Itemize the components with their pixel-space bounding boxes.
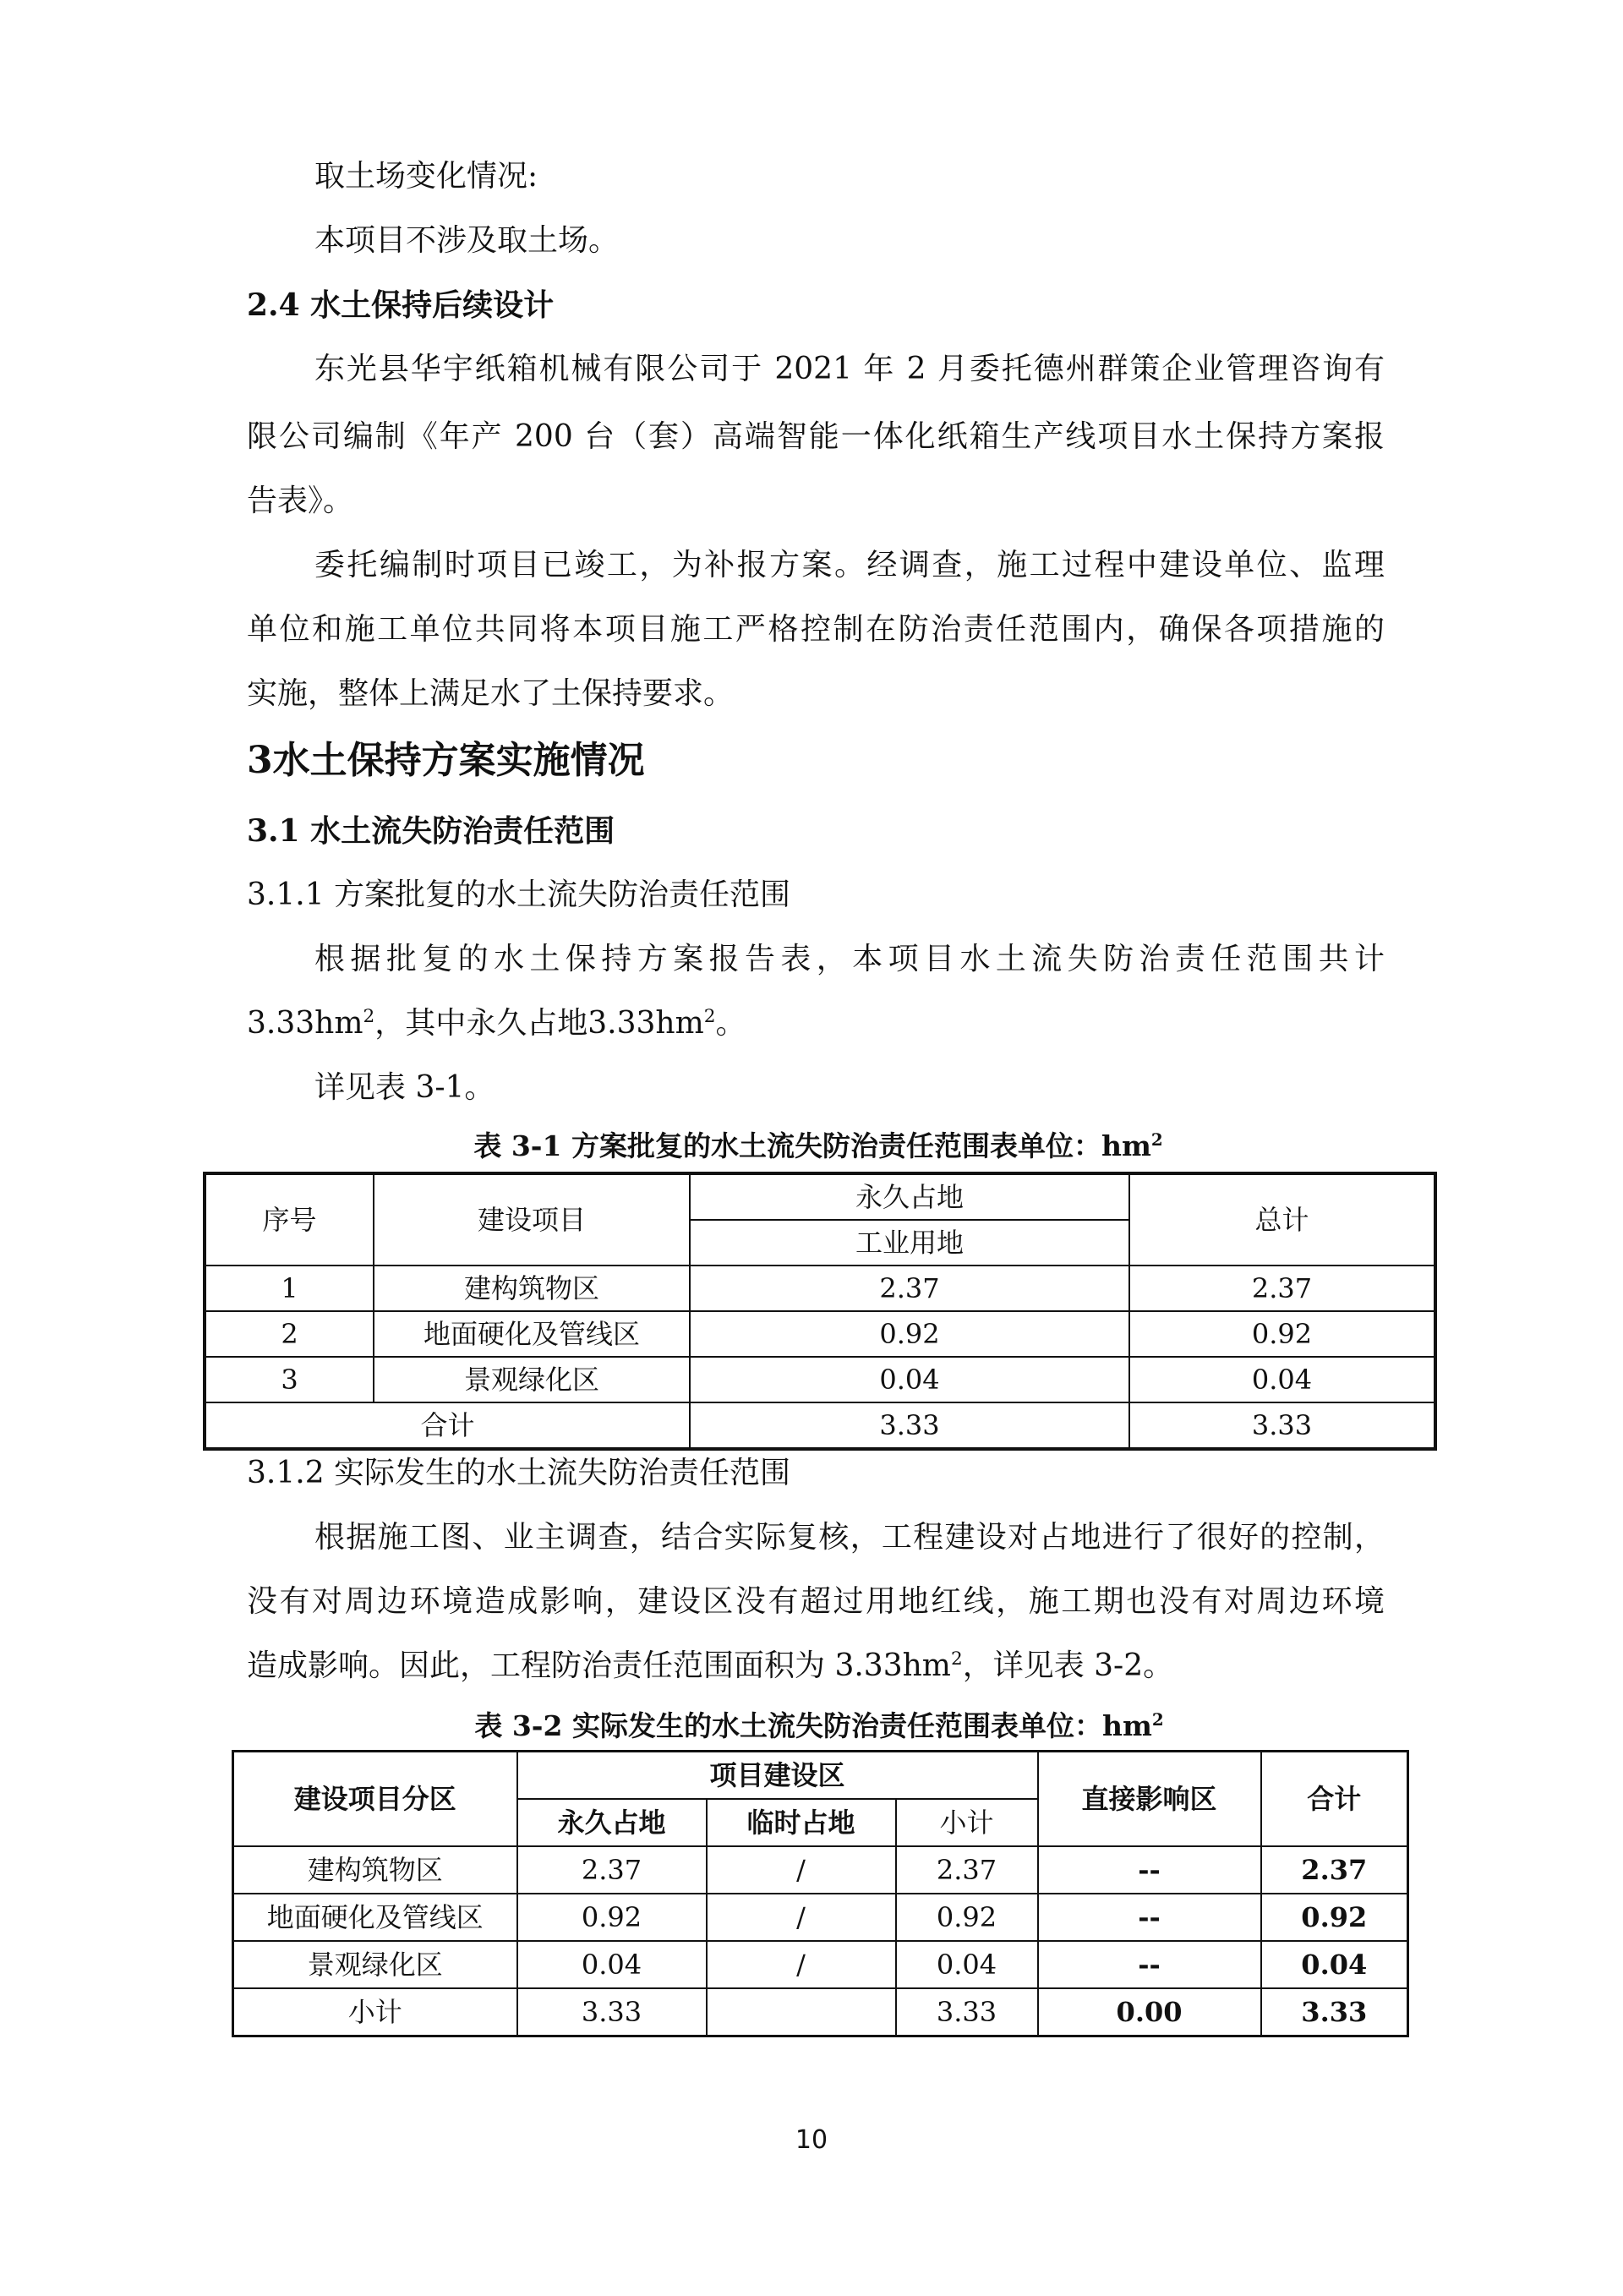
superscript: 2 — [950, 1648, 963, 1670]
paragraph-borrow-pit-heading: 取土场变化情况: — [314, 159, 538, 194]
cell-zone: 景观绿化区 — [233, 1941, 517, 1988]
header-temporary: 临时占地 — [707, 1799, 896, 1846]
cell-sum-direct: 0.00 — [1038, 1988, 1261, 2036]
header-item: 建设项目 — [374, 1173, 690, 1266]
table-row — [233, 1894, 1408, 1941]
cell-total: 0.92 — [1261, 1894, 1408, 1941]
cell-permanent: 0.04 — [517, 1941, 707, 1988]
cell-sum-temporary — [707, 1988, 896, 2036]
header-permanent-land: 永久占地 — [690, 1173, 1129, 1220]
table-header-row — [205, 1173, 1435, 1220]
cell-sum-industrial: 3.33 — [690, 1402, 1129, 1449]
cell-temporary: / — [707, 1894, 896, 1941]
table-row — [205, 1266, 1435, 1311]
header-zone: 建设项目分区 — [233, 1752, 517, 1847]
cell-direct: -- — [1038, 1894, 1261, 1941]
cell-item: 景观绿化区 — [374, 1357, 690, 1402]
cell-sum-subtotal: 3.33 — [896, 1988, 1038, 2036]
cell-sum-total: 3.33 — [1129, 1402, 1435, 1449]
text-span: ，详见表 3-2。 — [962, 1648, 1174, 1683]
header-seq: 序号 — [205, 1173, 374, 1266]
text-span: 造成影响。因此，工程防治责任范围面积为 3.33hm — [247, 1648, 951, 1683]
cell-zone: 建构筑物区 — [233, 1846, 517, 1894]
superscript: 2 — [363, 1006, 375, 1027]
cell-subtotal: 2.37 — [896, 1846, 1038, 1894]
table-row — [205, 1311, 1435, 1357]
header-project-area: 项目建设区 — [517, 1752, 1038, 1800]
cell-temporary: / — [707, 1941, 896, 1988]
paragraph-line: 根据批复的水土保持方案报告表，本项目水土流失防治责任范围共计 — [314, 942, 1385, 976]
paragraph-line: 限公司编制《年产 200 台（套）高端智能一体化纸箱生产线项目水土保持方案报 — [247, 419, 1385, 454]
superscript: 2 — [703, 1006, 716, 1027]
page-number: 10 — [795, 2125, 828, 2155]
superscript: 2 — [1150, 1129, 1163, 1150]
text-span: ，其中永久占地3.33hm — [374, 1006, 704, 1041]
cell-direct: -- — [1038, 1941, 1261, 1988]
cell-temporary: / — [707, 1846, 896, 1894]
header-subtotal: 小计 — [896, 1799, 1038, 1846]
cell-zone: 地面硬化及管线区 — [233, 1894, 517, 1941]
paragraph-line: 没有对周边环境造成影响，建设区没有超过用地红线，施工期也没有对周边环境 — [247, 1584, 1385, 1619]
cell-direct: -- — [1038, 1846, 1261, 1894]
text-span: 。 — [715, 1006, 746, 1041]
paragraph-line: 东光县华宇纸箱机械有限公司于 2021 年 2 月委托德州群策企业管理咨询有 — [314, 352, 1385, 386]
chapter-heading-3: 3水土保持方案实施情况 — [247, 739, 645, 782]
cell-total: 2.37 — [1261, 1846, 1408, 1894]
cell-item: 建构筑物区 — [374, 1266, 690, 1311]
area-value: 3.33hm — [247, 1006, 363, 1041]
header-total: 合计 — [1261, 1752, 1408, 1847]
cell-sum-total: 3.33 — [1261, 1988, 1408, 2036]
paragraph-line: 单位和施工单位共同将本项目施工严格控制在防治责任范围内，确保各项措施的 — [247, 612, 1385, 647]
paragraph-line: 告表》。 — [247, 484, 354, 518]
cell-total: 0.92 — [1129, 1311, 1435, 1357]
table-sum-row — [233, 1988, 1408, 2036]
table-3-2 — [232, 1750, 1409, 2037]
paragraph-line — [247, 1647, 1385, 1686]
cell-industrial: 0.92 — [690, 1311, 1129, 1357]
header-permanent: 永久占地 — [517, 1799, 707, 1846]
header-total: 总计 — [1129, 1173, 1435, 1266]
superscript: 2 — [1151, 1709, 1164, 1730]
header-direct-impact: 直接影响区 — [1038, 1752, 1261, 1847]
cell-total: 0.04 — [1129, 1357, 1435, 1402]
cell-seq: 2 — [205, 1311, 374, 1357]
caption-text: 表 3-1 方案批复的水土流失防治责任范围表单位：hm — [473, 1129, 1151, 1162]
header-industrial-land: 工业用地 — [690, 1220, 1129, 1266]
cell-seq: 1 — [205, 1266, 374, 1311]
cell-seq: 3 — [205, 1357, 374, 1402]
paragraph-line: 根据施工图、业主调查，结合实际复核，工程建设对占地进行了很好的控制， — [314, 1520, 1385, 1555]
subsection-heading-3-1-1: 3.1.1 方案批复的水土流失防治责任范围 — [247, 877, 791, 912]
cell-sum-zone: 小计 — [233, 1988, 517, 2036]
cell-sum-label: 合计 — [205, 1402, 690, 1449]
table-sum-row — [205, 1402, 1435, 1449]
caption-text: 表 3-2 实际发生的水土流失防治责任范围表单位：hm — [474, 1709, 1152, 1742]
section-heading-2-4: 2.4 水土保持后续设计 — [247, 287, 555, 323]
subsection-heading-3-1-2: 3.1.2 实际发生的水土流失防治责任范围 — [247, 1456, 791, 1490]
table-header-row — [233, 1752, 1408, 1800]
cell-subtotal: 0.92 — [896, 1894, 1038, 1941]
cell-total: 0.04 — [1261, 1941, 1408, 1988]
paragraph-line: 实施，整体上满足水了土保持要求。 — [247, 676, 735, 711]
paragraph-line: 详见表 3-1。 — [314, 1070, 495, 1105]
cell-sum-permanent: 3.33 — [517, 1988, 707, 2036]
section-heading-3-1: 3.1 水土流失防治责任范围 — [247, 813, 615, 849]
paragraph-line: 委托编制时项目已竣工，为补报方案。经调查，施工过程中建设单位、监理 — [314, 548, 1385, 582]
table-row — [233, 1941, 1408, 1988]
table-caption-3-1 — [203, 1129, 1434, 1163]
paragraph-borrow-pit-text: 本项目不涉及取土场。 — [314, 223, 620, 258]
cell-industrial: 2.37 — [690, 1266, 1129, 1311]
table-row — [205, 1357, 1435, 1402]
cell-permanent: 0.92 — [517, 1894, 707, 1941]
table-row — [233, 1846, 1408, 1894]
cell-subtotal: 0.04 — [896, 1941, 1038, 1988]
table-caption-3-2 — [232, 1709, 1407, 1743]
table-3-1 — [203, 1172, 1437, 1451]
cell-item: 地面硬化及管线区 — [374, 1311, 690, 1357]
cell-total: 2.37 — [1129, 1266, 1435, 1311]
cell-permanent: 2.37 — [517, 1846, 707, 1894]
cell-industrial: 0.04 — [690, 1357, 1129, 1402]
paragraph-line — [247, 1004, 1385, 1043]
